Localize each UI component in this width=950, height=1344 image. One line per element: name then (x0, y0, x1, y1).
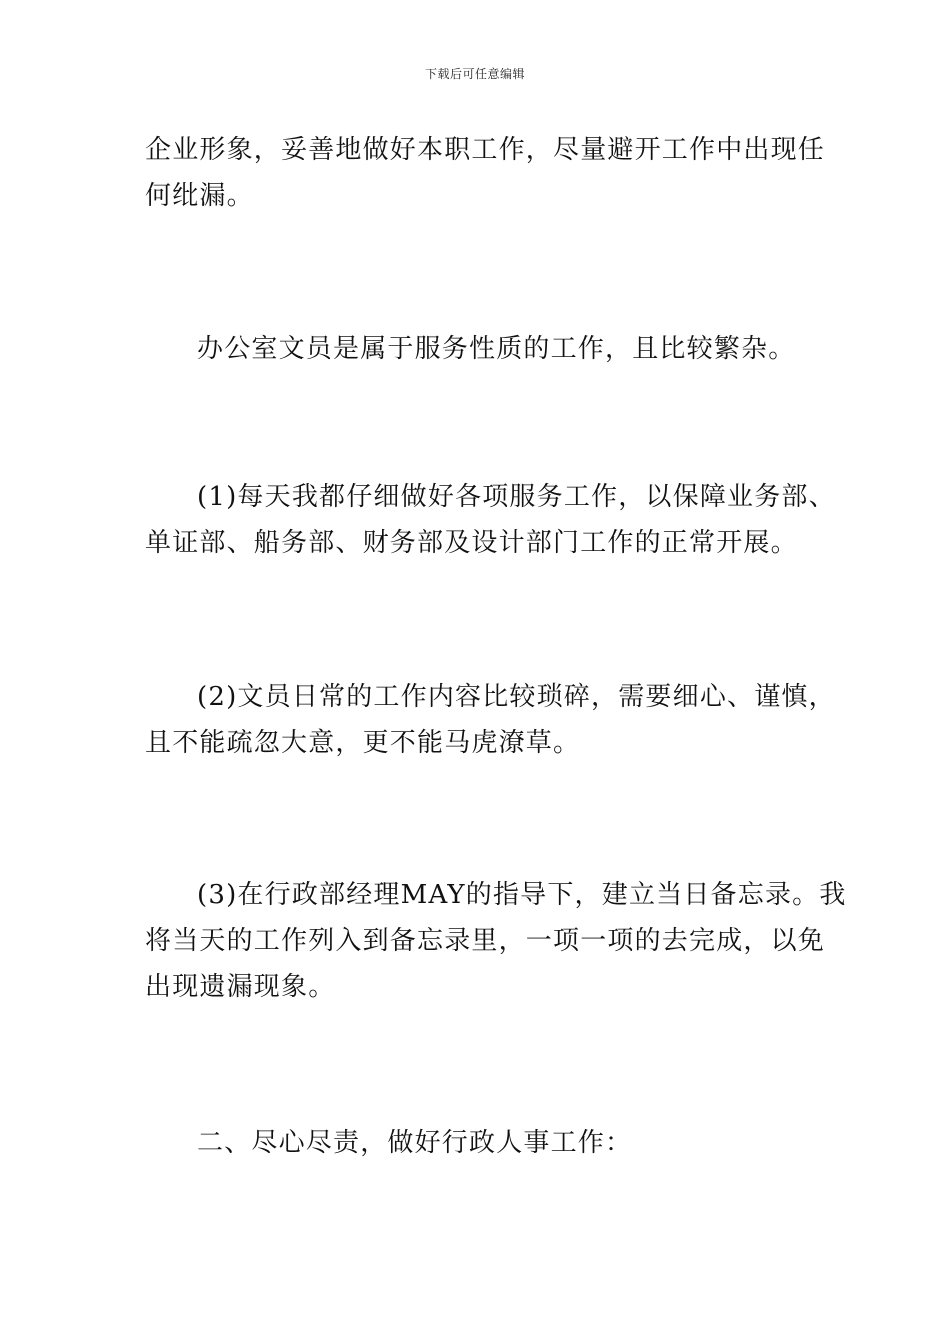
section-heading (145, 1120, 810, 1166)
text-line: 将当天的工作列入到备忘录里，一项一项的去完成，以免 (145, 926, 826, 956)
text-line: (3)在行政部经理MAY的指导下，建立当日备忘录。我 (197, 880, 847, 910)
text-line: 单证部、船务部、财务部及设计部门工作的正常开展。 (145, 528, 798, 558)
text-line: 出现遗漏现象。 (145, 972, 336, 1002)
paragraph-item-2 (145, 674, 836, 766)
text-line: (2)文员日常的工作内容比较琐碎，需要细心、谨慎， (197, 682, 836, 712)
paragraph-continuation (145, 127, 826, 219)
paragraph-item-3 (145, 872, 847, 1010)
paragraph-intro (145, 326, 810, 372)
paragraph-item-1 (145, 474, 836, 566)
text-line: (1)每天我都仔细做好各项服务工作，以保障业务部、 (197, 482, 836, 512)
text-line: 且不能疏忽大意，更不能马虎潦草。 (145, 728, 581, 758)
page-header: 下载后可任意编辑 (424, 67, 525, 81)
text-line: 办公室文员是属于服务性质的工作，且比较繁杂。 (197, 334, 796, 364)
text-line: 二、尽心尽责，做好行政人事工作： (197, 1128, 633, 1158)
text-line: 何纰漏。 (145, 181, 254, 211)
text-line: 企业形象，妥善地做好本职工作，尽量避开工作中出现任 (145, 135, 826, 165)
